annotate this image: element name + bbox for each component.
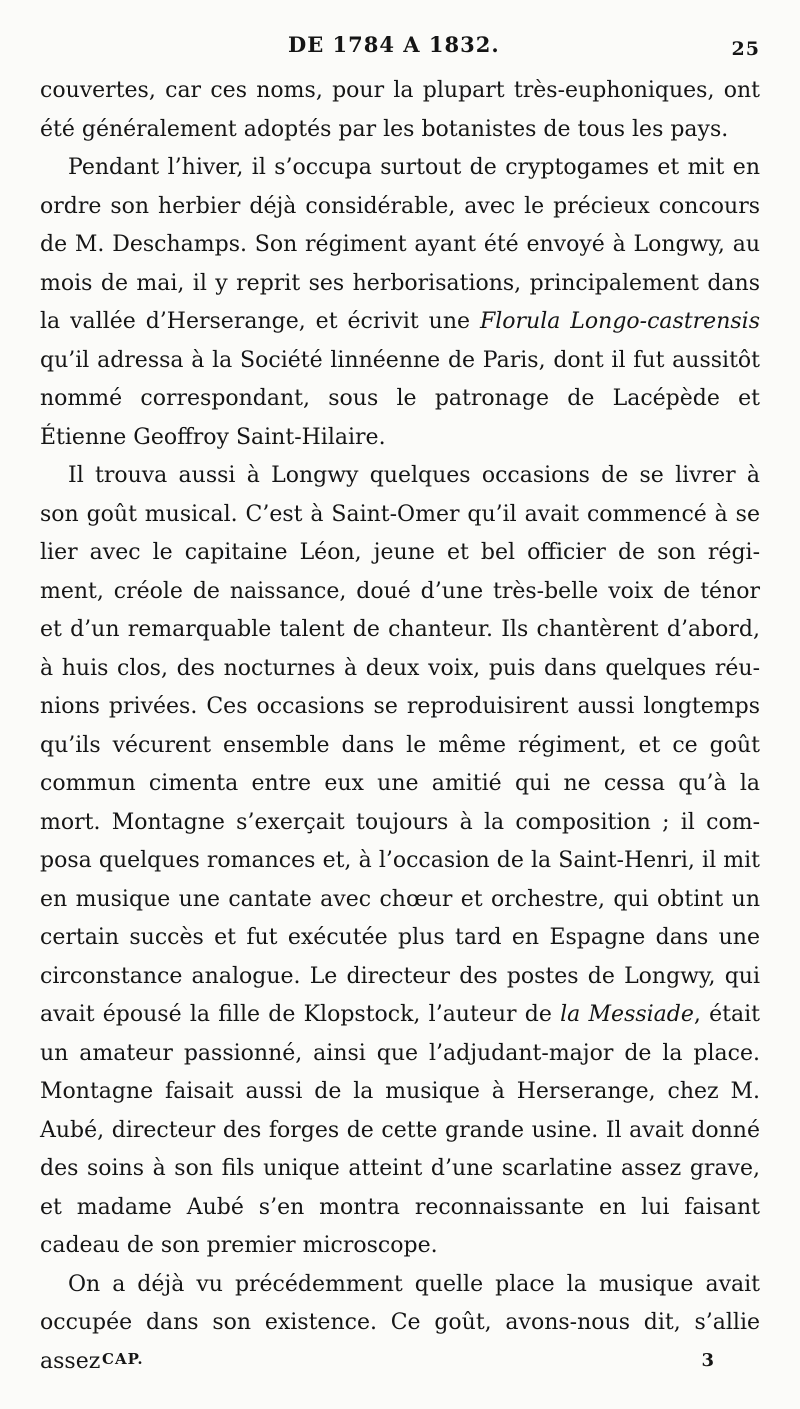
- printer-signature: CAP.: [102, 1350, 144, 1368]
- paragraph-continued: [40, 72, 760, 149]
- page-footer: [40, 1350, 760, 1380]
- book-page: [40, 28, 760, 1388]
- paragraph-herbier: [40, 149, 760, 457]
- italic-title: la Messiade: [560, 1002, 694, 1027]
- running-head: [40, 28, 760, 72]
- text-run: Il trouva aussi à Longwy quelques occasions de se livrer à son goût musical. C’est à Saint-Omer qu’il avait commencé à se lier avec le capitaine Léon, jeune et bel officier de son régiment, créole de naissance, doué d’une très-belle voix de ténor et d’un remarquable talent de chanteur. Ils chantèrent d’abord, à huis clos, des nocturnes à deux voix, puis dans quelques réunions privées. Ces occasions se reproduisirent aussi longtemps qu’ils vécurent ensemble dans le même régiment, et ce goût commun cimenta entre eux une amitié qui ne cessa qu’à la mort. Montagne s’exerçait toujours à la composition ; il composa quelques romances et, à l’occasion de la Saint-Henri, il mit en musique une cantate avec chœur et orchestre, qui obtint un certain succès et fut exécutée plus tard en Espagne dans une circonstance analogue. Le directeur des postes de Longwy, qui avait épousé la fille de Klopstock, l’auteur de: [40, 463, 760, 1027]
- paragraph-musique: [40, 457, 760, 1266]
- running-title: DE 1784 A 1832.: [288, 32, 500, 57]
- body-text: [40, 72, 760, 1381]
- text-run: Pendant l’hiver, il s’occupa surtout de cryptogames et mit en ordre son herbier déjà considérable, avec le précieux concours de M. Deschamps. Son régiment ayant été envoyé à Longwy, au mois de mai, il y reprit ses herborisations, principalement dans la vallée d’Herserange, et écrivit une: [40, 155, 760, 334]
- text-run: qu’il adressa à la Société linnéenne de Paris, dont il fut aussitôt nommé correspondant, sous le patronage de Lacépède et Étienne Geoffroy Saint-Hilaire.: [40, 347, 760, 450]
- italic-title: Florula Longo-castrensis: [479, 309, 760, 334]
- text-run: On a déjà vu précédemment quelle place la musique avait occupée dans son existence. Ce goût, avons-nous dit, s’allie assez: [40, 1271, 760, 1374]
- text-run: , était un amateur passionné, ainsi que l’adjudant-major de la place. Montagne faisait aussi de la musique à Herserange, chez M. Aubé, directeur des forges de cette grande usine. Il avait donné des soins à son fils unique atteint d’une scarlatine assez grave, et madame Aubé s’en montra reconnaissante en lui faisant cadeau de son premier microscope.: [40, 1002, 760, 1258]
- sheet-number: 3: [701, 1350, 714, 1371]
- text-run: couvertes, car ces noms, pour la plupart très-euphoniques, ont été généralement adoptés par les botanistes de tous les pays.: [40, 78, 760, 142]
- page-number: 25: [731, 38, 760, 60]
